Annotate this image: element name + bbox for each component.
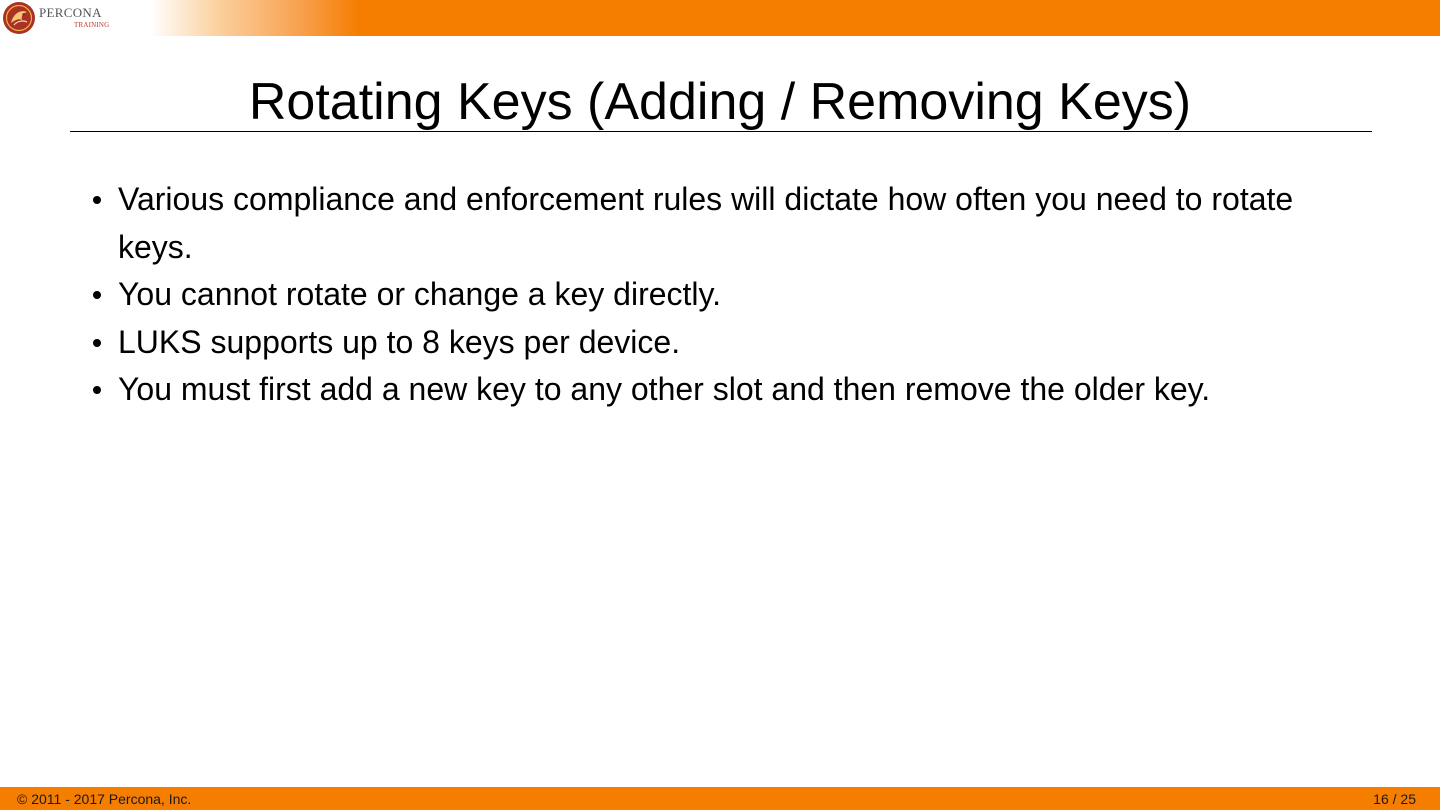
bullet-text: LUKS supports up to 8 keys per device. (118, 323, 681, 360)
bullet-item (80, 271, 1340, 319)
bullet-dot-icon (93, 339, 101, 347)
bullet-text: Various compliance and enforcement rules will dictate how often you need to rotate keys. (118, 181, 1294, 265)
bullet-item (80, 176, 1340, 271)
logo-wordmark: PERCONA (39, 5, 102, 20)
percona-training-logo (2, 1, 122, 35)
bullet-list (80, 176, 1340, 414)
bullet-text: You cannot rotate or change a key directly. (118, 276, 722, 312)
top-banner (0, 0, 1440, 36)
bullet-item (80, 319, 1340, 367)
bullet-dot-icon (93, 386, 101, 394)
bullet-text: You must first add a new key to any other slot and then remove the older key. (118, 371, 1211, 407)
slide-title: Rotating Keys (Adding / Removing Keys) (248, 73, 1192, 131)
logo-subtitle: TRAINING (74, 21, 110, 29)
title-divider (70, 131, 1372, 132)
page-number: 16 / 25 (1373, 791, 1416, 807)
footer-bar (0, 787, 1440, 810)
bullet-dot-icon (93, 196, 101, 204)
copyright-text: © 2011 - 2017 Percona, Inc. (17, 791, 192, 807)
bullet-dot-icon (93, 291, 101, 299)
percona-logo-icon (2, 1, 36, 35)
bullet-item (80, 366, 1340, 414)
